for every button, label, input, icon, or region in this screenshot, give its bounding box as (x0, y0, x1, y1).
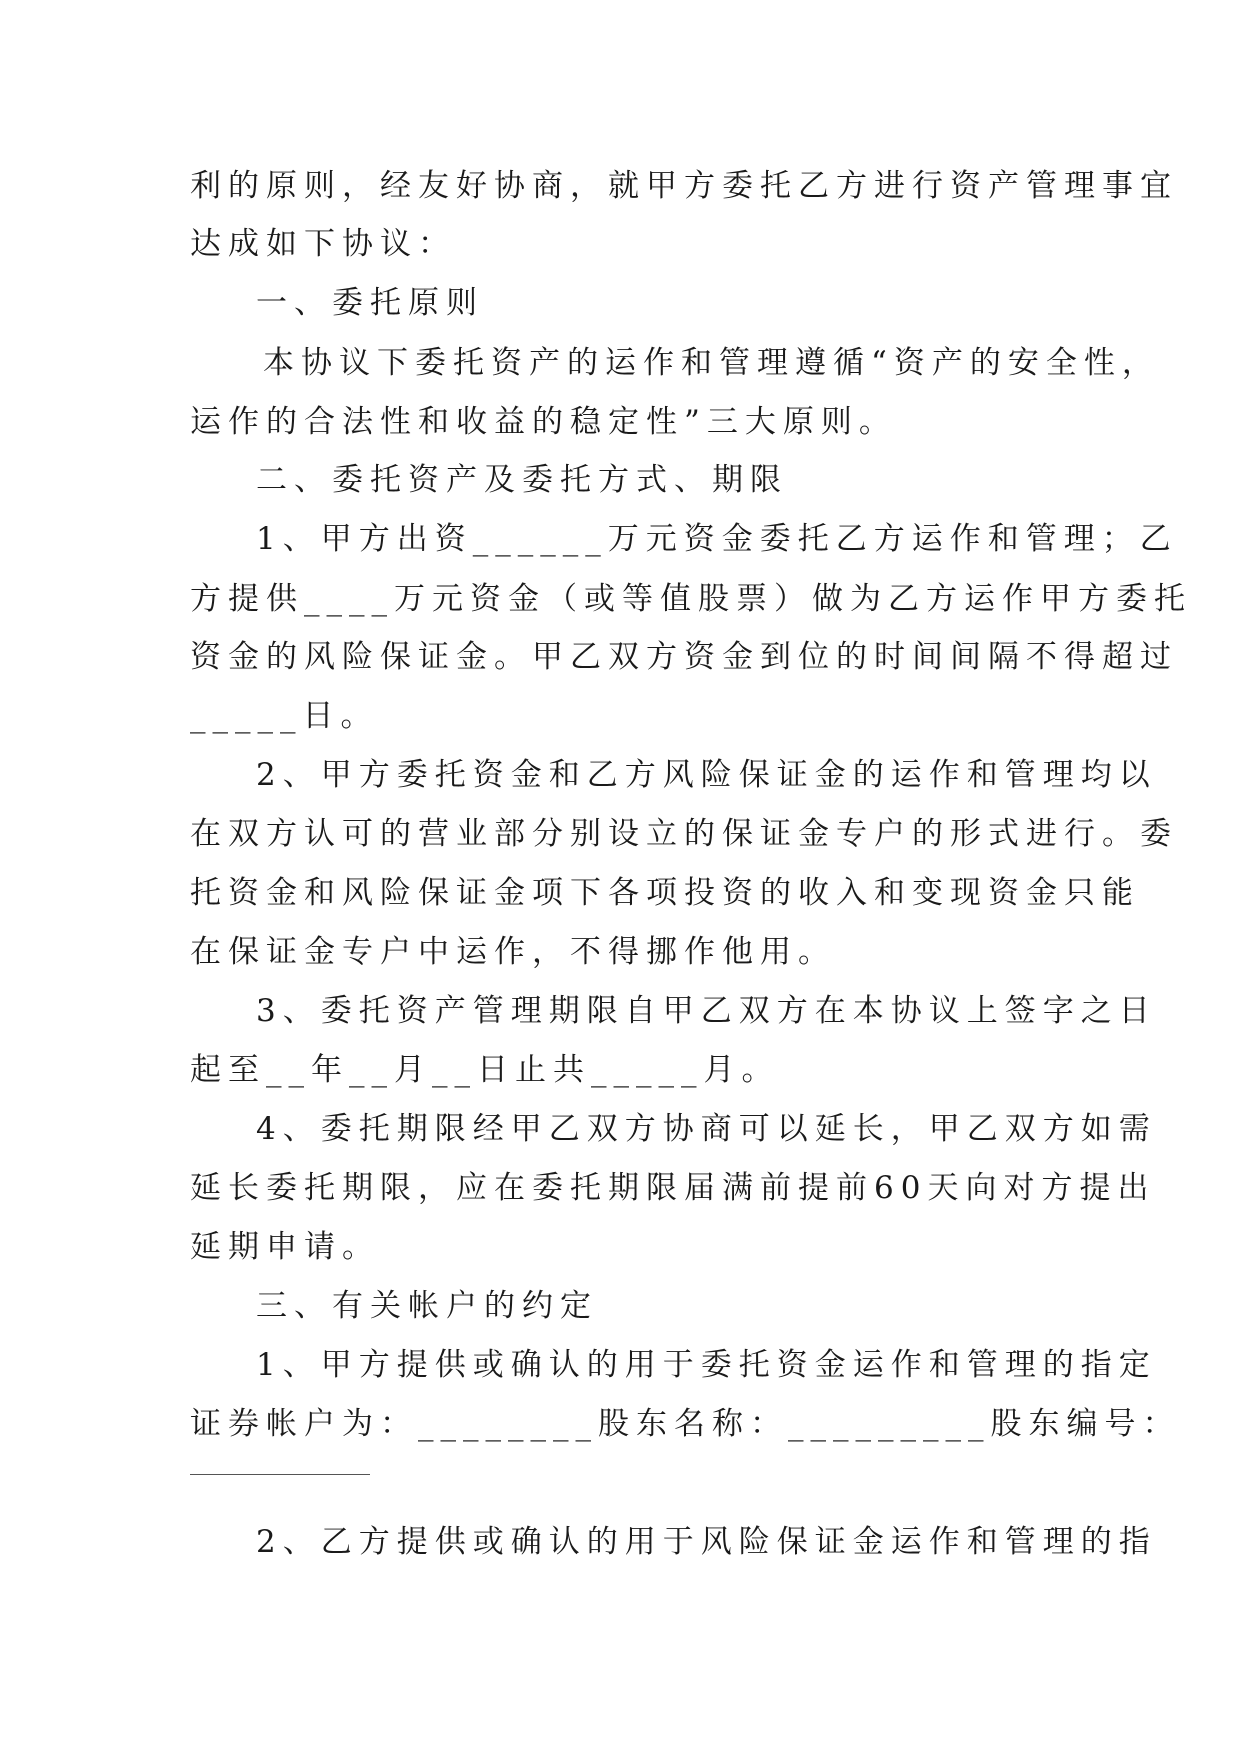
paragraph-line: 起至__年__月__日止共_____月。 (190, 1052, 780, 1088)
paragraph-line: 达成如下协议： (190, 226, 456, 262)
fill-in-blank-line (190, 1474, 370, 1475)
paragraph-line: 方提供____万元资金（或等值股票）做为乙方运作甲方委托 (190, 581, 1192, 617)
section-heading: 三、有关帐户的约定 (256, 1288, 598, 1324)
paragraph-line: 本协议下委托资产的运作和管理遵循“资产的安全性， (263, 345, 1160, 381)
paragraph-line: 2、乙方提供或确认的用于风险保证金运作和管理的指 (256, 1524, 1157, 1560)
paragraph-line: 2、甲方委托资金和乙方风险保证金的运作和管理均以 (256, 757, 1157, 793)
paragraph-line: 延期申请。 (190, 1229, 380, 1265)
paragraph-line: 延长委托期限，应在委托期限届满前提前60天向对方提出 (190, 1170, 1156, 1206)
paragraph-line: 3、委托资产管理期限自甲乙双方在本协议上签字之日 (256, 993, 1157, 1029)
paragraph-line: 证券帐户为：________股东名称：_________股东编号： (190, 1406, 1181, 1442)
paragraph-line: 4、委托期限经甲乙双方协商可以延长，甲乙双方如需 (256, 1111, 1157, 1147)
paragraph-line: 运作的合法性和收益的稳定性”三大原则。 (190, 404, 897, 440)
paragraph-line: 在保证金专户中运作，不得挪作他用。 (190, 934, 836, 970)
section-heading: 二、委托资产及委托方式、期限 (256, 462, 788, 498)
paragraph-line: 托资金和风险保证金项下各项投资的收入和变现资金只能 (190, 875, 1140, 911)
paragraph-line: _____日。 (190, 698, 379, 734)
section-heading: 一、委托原则 (256, 285, 484, 321)
paragraph-line: 1、甲方提供或确认的用于委托资金运作和管理的指定 (256, 1347, 1157, 1383)
paragraph-line: 利的原则，经友好协商，就甲方委托乙方进行资产管理事宜 (190, 168, 1178, 204)
paragraph-line: 1、甲方出资______万元资金委托乙方运作和管理；乙 (256, 521, 1178, 557)
paragraph-line: 资金的风险保证金。甲乙双方资金到位的时间间隔不得超过 (190, 639, 1178, 675)
paragraph-line: 在双方认可的营业部分别设立的保证金专户的形式进行。委 (190, 816, 1178, 852)
